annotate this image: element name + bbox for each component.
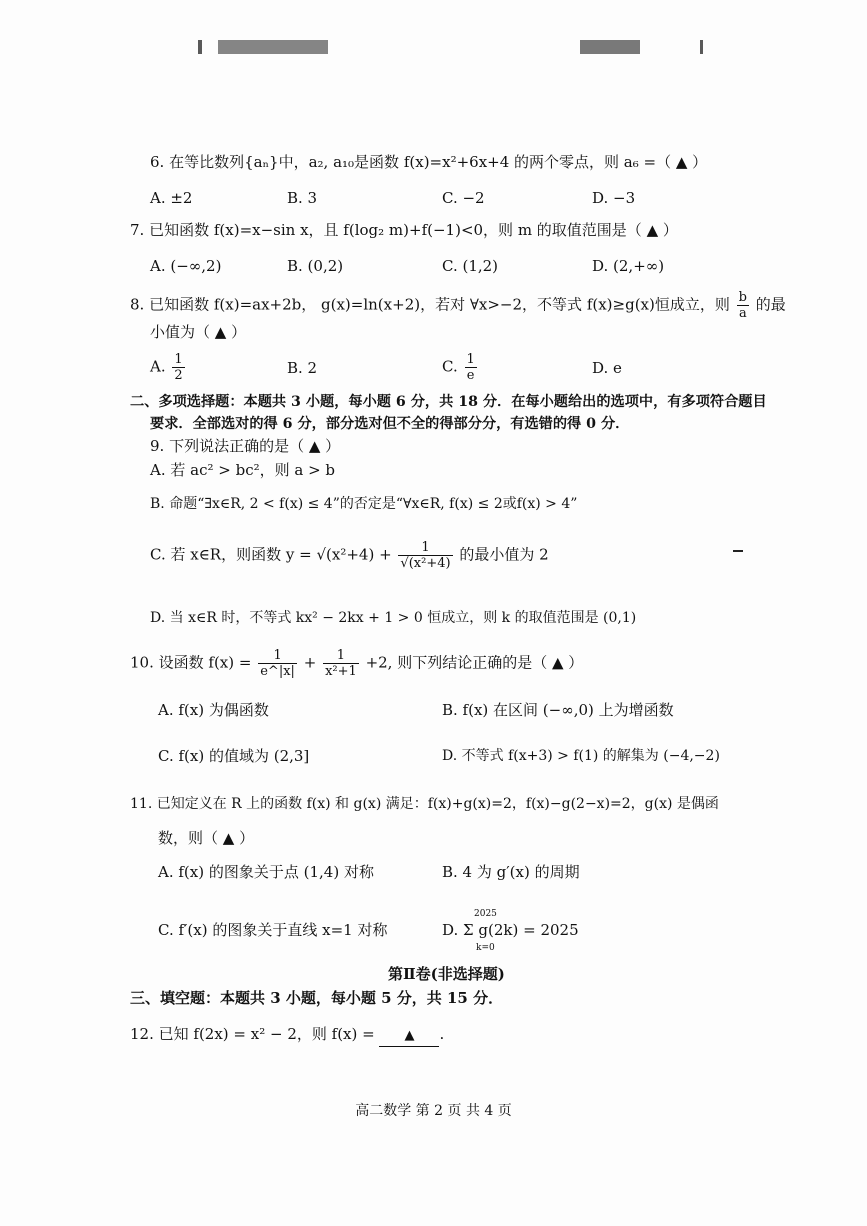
q9-option-c (150, 540, 549, 571)
q8-option-b: B. 2 (287, 359, 318, 377)
q12-stem (130, 1024, 444, 1047)
q7-option-a: A. (−∞,2) (150, 257, 222, 275)
q8-option-a (150, 352, 187, 383)
q10-fraction1-denominator: e^|x| (260, 664, 295, 679)
q8-option-c-label: C. (442, 357, 458, 376)
q10-fraction1-numerator: 1 (258, 648, 297, 664)
q8-option-a-denominator: 2 (174, 368, 183, 383)
q9-option-d: D. 当 x∈R 时，不等式 kx² − 2kx + 1 > 0 恒成立，则 k 的取值范围是 (0,1) (150, 610, 637, 626)
q8-option-a-fraction (172, 352, 184, 383)
q11-option-b: B. 4 为 g′(x) 的周期 (442, 863, 580, 881)
q9-option-c-text: C. 若 x∈R，则函数 y = √(x²+4) + (150, 545, 392, 564)
q12-blank-marker: ▲ (404, 1028, 415, 1043)
q10-fraction1 (258, 648, 297, 679)
header-remnant-right (580, 40, 640, 54)
q9-option-a: A. 若 ac² > bc²，则 a > b (150, 461, 336, 479)
q8-fraction-denominator: a (738, 306, 747, 321)
header-remnant-left (198, 40, 202, 54)
q11-option-d (442, 909, 579, 953)
q8-fraction (737, 290, 749, 321)
q7-stem: 7. 已知函数 f(x)=x−sin x，且 f(log₂ m)+f(−1)<0，则 m 的取值范围是（ ▲ ） (130, 221, 678, 239)
q10-stem-text: 10. 设函数 f(x) = (130, 653, 252, 672)
q10-option-a: A. f(x) 为偶函数 (158, 701, 269, 719)
part2-title: 第Ⅱ卷(非选择题) (388, 965, 505, 983)
q9-option-c-fraction (398, 540, 452, 571)
q8-stem-line2: 小值为（ ▲ ） (150, 323, 247, 341)
q8-fraction-numerator: b (738, 290, 747, 305)
q11-stem: 11. 已知定义在 R 上的函数 f(x) 和 g(x) 满足：f(x)+g(x)=2，f(x)−g(2−x)=2，g(x) 是偶函 (130, 796, 719, 812)
page-footer: 高二数学 第 2 页 共 4 页 (355, 1103, 512, 1119)
q10-option-d: D. 不等式 f(x+3) > f(1) 的解集为 (−4,−2) (442, 748, 720, 764)
q10-stem-end: +2, 则下列结论正确的是（ ▲ ） (365, 653, 584, 672)
q6-option-a: A. ±2 (150, 189, 193, 207)
section2-heading-line2: 要求．全部选对的得 6 分，部分选对但不全的得部分分，有选错的得 0 分． (150, 416, 630, 432)
header-remnant-mid (218, 40, 328, 54)
q8-option-c-denominator: e (466, 368, 475, 383)
q8-option-c-numerator: 1 (466, 352, 475, 367)
q12-end: . (439, 1025, 445, 1043)
q9-option-c-numerator: 1 (398, 540, 452, 556)
q6-option-b: B. 3 (287, 189, 318, 207)
q7-option-c: C. (1,2) (442, 257, 499, 275)
section3-heading: 三、填空题：本题共 3 小题，每小题 5 分，共 15 分． (130, 989, 504, 1007)
q6-option-d: D. −3 (592, 189, 636, 207)
q11-sum-lower: k=0 (476, 943, 495, 953)
q10-option-b: B. f(x) 在区间 (−∞,0) 上为增函数 (442, 701, 674, 719)
q9-option-c-denominator: √(x²+4) (400, 556, 451, 571)
q12-answer-blank (379, 1024, 439, 1047)
q8-option-c-fraction (465, 352, 477, 383)
q10-fraction2-numerator: 1 (323, 648, 359, 664)
q12-stem-text: 12. 已知 f(2x) = x² − 2，则 f(x) = (130, 1025, 375, 1043)
q6-option-c: C. −2 (442, 189, 485, 207)
q9-option-b: B. 命题“∃x∈R, 2 < f(x) ≤ 4”的否定是“∀x∈R, f(x) ≤ 2或f(x) > 4” (150, 496, 578, 512)
q8-stem (130, 290, 786, 321)
q11-option-c: C. f′(x) 的图象关于直线 x=1 对称 (158, 921, 388, 939)
q11-option-d-text: D. Σ g(2k) = 2025 (442, 921, 579, 939)
q10-fraction2-denominator: x²+1 (325, 664, 357, 679)
q10-stem (130, 648, 583, 679)
q8-option-a-numerator: 1 (174, 352, 183, 367)
q10-fraction2 (323, 648, 359, 679)
q7-option-b: B. (0,2) (287, 257, 344, 275)
q10-option-c: C. f(x) 的值域为 (2,3] (158, 747, 310, 765)
q8-option-d: D. e (592, 359, 622, 377)
q11-option-a: A. f(x) 的图象关于点 (1,4) 对称 (158, 863, 374, 881)
q8-stem-end: 的最 (755, 295, 786, 314)
q7-option-d: D. (2,+∞) (592, 257, 665, 275)
q11-stem-line2: 数，则（ ▲ ） (158, 829, 255, 847)
q8-option-c (442, 352, 479, 383)
q9-stem: 9. 下列说法正确的是（ ▲ ） (150, 437, 341, 455)
q8-option-a-label: A. (150, 357, 166, 376)
q8-stem-text: 8. 已知函数 f(x)=ax+2b， g(x)=ln(x+2)，若对 ∀x>−2，不等式 f(x)≥g(x)恒成立，则 (130, 295, 730, 314)
section2-heading: 二、多项选择题：本题共 3 小题，每小题 6 分，共 18 分．在每小题给出的选项中，有多项符合题目 (130, 394, 767, 410)
header-remnant-end (700, 40, 703, 54)
q11-sum-upper: 2025 (474, 909, 497, 919)
q9-option-c-end: 的最小值为 2 (459, 545, 549, 564)
stray-mark (733, 550, 743, 552)
q10-plus: + (303, 653, 317, 672)
q6-stem: 6. 在等比数列{aₙ}中，a₂, a₁₀是函数 f(x)=x²+6x+4 的两个零点，则 a₆ =（ ▲ ） (150, 153, 708, 171)
